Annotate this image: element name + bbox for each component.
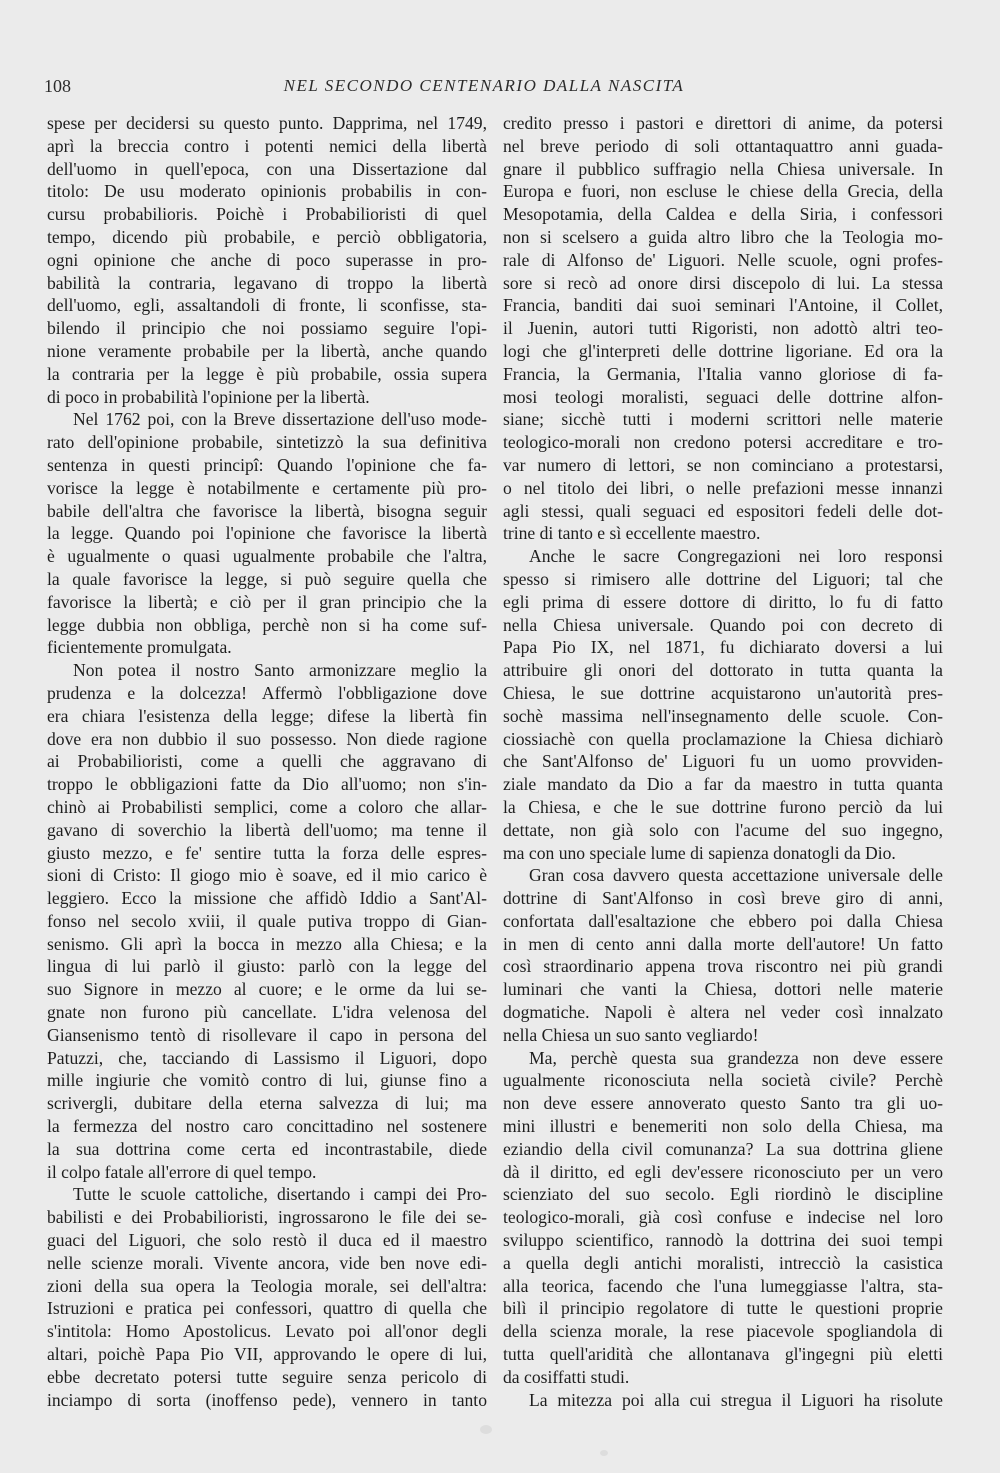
text-line: è ugualmente o quasi ugualmente probabile che l'altra, <box>47 546 487 567</box>
text-line: gnate non furono più cancellate. L'idra velenosa del <box>47 1002 487 1023</box>
text-line: mille ingiurie che vomitò contro di lui, giunse fino a <box>47 1070 487 1091</box>
text-line: la quale favorisce la legge, si può seguire quella che <box>47 568 487 589</box>
text-line: mosi teologi moralisti, seguaci delle dottrine alfon- <box>503 386 943 407</box>
text-line: cursu probabilioris. Poichè i Probabilioristi di quel <box>47 204 487 225</box>
text-line: a quella degli antichi moralisti, intrecciò la casistica <box>503 1252 943 1273</box>
text-line: nelle scienze morali. Vivente ancora, vide ben nove edi- <box>47 1252 487 1273</box>
text-line: egli prima di essere dottore di diritto, lo fu di fatto <box>503 591 943 612</box>
text-line: della scienza morale, la rese piacevole spogliandola di <box>503 1321 943 1342</box>
text-line: mini illustri e benemeriti non solo della Chiesa, ma <box>503 1116 943 1137</box>
text-line: babile dell'altra che favorisce la libertà, bisogna seguir <box>47 500 487 521</box>
text-line: suo Signore in mezzo al cuore; e le orme da lui se- <box>47 979 487 1000</box>
text-line: Chiesa, le sue dottrine acquistarono un'autorità pres- <box>503 682 943 703</box>
text-line: tempo, dicendo più probabile, e perciò obbligatoria, <box>47 226 487 247</box>
text-line: inciampo di sorta (inoffenso pede), vennero in tanto <box>47 1389 487 1410</box>
text-line: giusto mezzo, e fe' sentire tutta la forza delle espres- <box>47 842 487 863</box>
text-line: la fermezza del nostro caro concittadino nel sostenere <box>47 1116 487 1137</box>
text-line: o nel titolo dei libri, o nelle prefazioni messe innanzi <box>503 477 943 498</box>
text-line: nella Chiesa un suo santo vegliardo! <box>503 1024 759 1045</box>
text-line: agli stessi, quali seguaci ed espositori fedeli delle dot- <box>503 500 943 521</box>
text-line: ziale mandato da Dio a far da maestro in tutta quanta <box>503 774 943 795</box>
text-line: non si scelsero a guida altro libro che la Teologia mo- <box>503 226 943 247</box>
text-line: nel breve periodo di soli ottantaquattro anni guada- <box>503 135 943 156</box>
text-line: alla teorica, facendo che l'una lumeggiasse l'altra, sta- <box>503 1275 943 1296</box>
text-line: rato dell'opinione probabile, sintetizzò la sua definitiva <box>47 432 487 453</box>
text-line: credito presso i pastori e direttori di anime, da potersi <box>503 113 943 133</box>
text-line: spesso si rimisero alle dottrine del Liguori; tal che <box>503 568 943 589</box>
text-line: ficientemente promulgata. <box>47 637 232 658</box>
text-line: la Chiesa, e che le sue dottrine furono perciò da lui <box>503 796 943 817</box>
text-line: Non potea il nostro Santo armonizzare meglio la <box>73 660 487 681</box>
text-line: Francia, banditi dai suoi seminari l'Antoine, il Collet, <box>503 295 943 316</box>
text-line: ebbe decretato potersi tutte seguire senza pericolo di <box>47 1366 487 1387</box>
text-line: sore si recò ad onore dirsi discepolo di lui. La stessa <box>503 272 943 293</box>
text-line: Papa Pio IX, nel 1871, fu dichiarato doversi a lui <box>503 637 943 658</box>
text-line: titolo: De usu moderato opinionis probabilis in con- <box>47 181 487 202</box>
text-line: confortata dall'esaltazione che ebbero poi dalla Chiesa <box>503 910 943 931</box>
text-line: scienziato del suo secolo. Egli riordinò le discipline <box>503 1184 943 1205</box>
text-line: gnare il pubblico suffragio nella Chiesa universale. In <box>503 158 943 179</box>
text-line: siane; sicchè tutti i moderni scrittori nelle materie <box>503 409 943 430</box>
text-line: che Sant'Alfonso de' Liguori fu un uomo provviden- <box>503 751 943 772</box>
text-line: chinò ai Probabilisti semplici, come a coloro che allar- <box>47 796 487 817</box>
text-line: vorisce la legge è notabilmente e certamente più pro- <box>47 477 487 498</box>
text-line: dà il diritto, ed egli dev'essere riconosciuto per un vero <box>503 1161 943 1182</box>
text-line: sochè massima nell'insegnamento delle scuole. Con- <box>503 705 943 726</box>
text-line: guaci del Liguori, che solo restò il duca ed il maestro <box>47 1230 487 1251</box>
text-line: favorisce la libertà; e ciò per il gran principio che la <box>47 591 487 612</box>
text-line: babilità la contraria, legavano di troppo la libertà <box>47 272 487 293</box>
text-line: Tutte le scuole cattoliche, disertando i campi dei Pro- <box>73 1184 487 1205</box>
text-line: scrivergli, dubitare della eterna salvezza di lui; ma <box>47 1093 487 1114</box>
text-line: la sua dottrina come certa ed incontrastabile, diede <box>47 1138 487 1159</box>
text-line: di poco in probabilità l'opinione per la libertà. <box>47 386 370 407</box>
text-line: s'intitola: Homo Apostolicus. Levato poi all'onor degli <box>47 1321 487 1342</box>
text-line: era chiara l'esistenza della legge; difese la libertà fin <box>47 705 487 726</box>
text-line: babilisti e dei Probabilioristi, ingrossarono le file dei se- <box>47 1207 487 1228</box>
right-text-column <box>503 112 943 1411</box>
text-line: la contraria per la legge è più probabile, ossia supera <box>47 363 487 384</box>
text-line: Francia, la Germania, l'Italia vanno gloriose di fa- <box>503 363 943 384</box>
text-line: prudenza e la dolcezza! Affermò l'obbligazione dove <box>47 682 487 703</box>
text-line: ugualmente riconosciuta nella società civile? Perchè <box>503 1070 943 1091</box>
text-line: nione veramente probabile per la libertà, anche quando <box>47 340 487 361</box>
page-number: 108 <box>44 76 71 96</box>
paper-stain <box>480 1425 492 1434</box>
text-line: Istruzioni e pratica pei confessori, quattro di quella che <box>47 1298 487 1319</box>
text-line: Giansenismo tentò di risollevare il capo in persona del <box>47 1024 487 1045</box>
text-line: in men di cento anni dalla morte dell'autore! Un fatto <box>503 933 943 954</box>
text-line: zioni della sua opera la Teologia morale, sei dell'altra: <box>47 1275 487 1296</box>
text-line: nella Chiesa universale. Quando poi con decreto di <box>503 614 943 635</box>
text-line: trine di tanto e sì eccellente maestro. <box>503 523 761 544</box>
paper-stain <box>600 1450 608 1456</box>
text-line: ciossiachè con quella proclamazione la Chiesa dichiarò <box>503 728 943 749</box>
text-line: dogmatiche. Napoli è altera nel veder così innalzato <box>503 1002 943 1023</box>
text-line: il Juenin, autori tutti Rigoristi, non adottò altri teo- <box>503 318 943 339</box>
text-line: dottrine di Sant'Alfonso in così breve giro di anni, <box>503 888 943 909</box>
text-line: La mitezza poi alla cui stregua il Liguori ha risolute <box>529 1389 943 1410</box>
text-line: altari, poichè Papa Pio VII, approvando le opere di lui, <box>47 1344 487 1365</box>
text-line: leggiero. Ecco la missione che affidò Iddio a Sant'Al- <box>47 888 487 909</box>
text-line: non deve essere annoverato questo Santo tra gli uo- <box>503 1093 943 1114</box>
text-line: var numero di lettori, se non cominciano a protestarsi, <box>503 454 943 475</box>
text-line: rale di Alfonso de' Liguori. Nelle scuole, ogni profes- <box>503 249 943 270</box>
text-line: tutta quell'aridità che allontanava gl'ingegni più eletti <box>503 1344 943 1365</box>
text-line: ogni opinione che anche di poco superasse in pro- <box>47 249 487 270</box>
text-line: spese per decidersi su questo punto. Dapprima, nel 1749, <box>47 113 487 133</box>
text-line: gavano di soverchio la libertà dell'uomo; ma tenne il <box>47 819 487 840</box>
text-line: dove era non dubbio il suo possesso. Non diede ragione <box>47 728 487 749</box>
text-line: eziandio della civil comunanza? La sua dottrina gliene <box>503 1138 943 1159</box>
text-line: dettate, non già solo con l'acume del suo ingegno, <box>503 819 943 840</box>
text-line: senismo. Gli aprì la bocca in mezzo alla Chiesa; e la <box>47 933 487 954</box>
text-line: troppo le obbligazioni fatte da Dio all'uomo; non s'in- <box>47 774 487 795</box>
left-text-column <box>47 112 487 1411</box>
text-line: Nel 1762 poi, con la Breve dissertazione dell'uso mode- <box>73 409 487 430</box>
text-line: sioni di Cristo: Il giogo mio è soave, ed il mio carico è <box>47 865 487 886</box>
text-line: logi che gl'interpreti delle dottrine ligoriane. Ed ora la <box>503 340 943 361</box>
text-line: Ma, perchè questa sua grandezza non deve essere <box>529 1047 943 1068</box>
text-line: così straordinario appena trova riscontro nei più grandi <box>503 956 943 977</box>
text-line: lingua di lui parlò il giusto: parlò con la legge del <box>47 956 487 977</box>
text-line: dell'uomo in quell'epoca, con una Dissertazione dal <box>47 158 487 179</box>
text-line: Patuzzi, che, tacciando di Lassismo il Liguori, dopo <box>47 1047 487 1068</box>
text-line: luminari che vanti la Chiesa, dottori nelle materie <box>503 979 943 1000</box>
text-line: bilendo il principio che noi possiamo seguire l'opi- <box>47 318 487 339</box>
text-line: dell'uomo, egli, assaltandoli di fronte, li sconfisse, sta- <box>47 295 487 316</box>
text-line: Europa e fuori, non escluse le chiese della Grecia, della <box>503 181 943 202</box>
text-line: da cosiffatti studi. <box>503 1366 630 1387</box>
text-line: ma con uno speciale lume di sapienza donatogli da Dio. <box>503 842 896 863</box>
text-line: la legge. Quando poi l'opinione che favorisce la libertà <box>47 523 487 544</box>
text-line: il colpo fatale all'errore di quel tempo. <box>47 1161 317 1182</box>
running-title: NEL SECONDO CENTENARIO DALLA NASCITA <box>283 76 685 95</box>
text-line: sentenza in questi principî: Quando l'opinione che fa- <box>47 454 487 475</box>
text-line: attribuire gli onori del dottorato in tutta quanta la <box>503 660 943 681</box>
text-line: legge dubbia non obbliga, perchè non si ha come suf- <box>47 614 487 635</box>
text-line: sviluppo scientifico, rannodò la dottrina dei suoi tempi <box>503 1230 943 1251</box>
text-line: Anche le sacre Congregazioni nei loro responsi <box>529 546 943 567</box>
text-line: teologico-morali, già così confuse e indecise nel loro <box>503 1207 943 1228</box>
text-line: Gran cosa davvero questa accettazione universale delle <box>529 865 943 886</box>
text-line: ai Probabilioristi, come a quelli che aggravano di <box>47 751 487 772</box>
text-line: teologico-morali non credono potersi accreditare e tro- <box>503 432 943 453</box>
text-line: Mesopotamia, della Caldea e della Siria, i confessori <box>503 204 943 225</box>
text-line: aprì la breccia contro i potenti nemici della libertà <box>47 135 487 156</box>
page-header <box>44 76 924 106</box>
text-line: bilì il principio regolatore di tutte le questioni proprie <box>503 1298 943 1319</box>
text-line: fonso nel secolo xviii, il quale putiva troppo di Gian- <box>47 910 487 931</box>
